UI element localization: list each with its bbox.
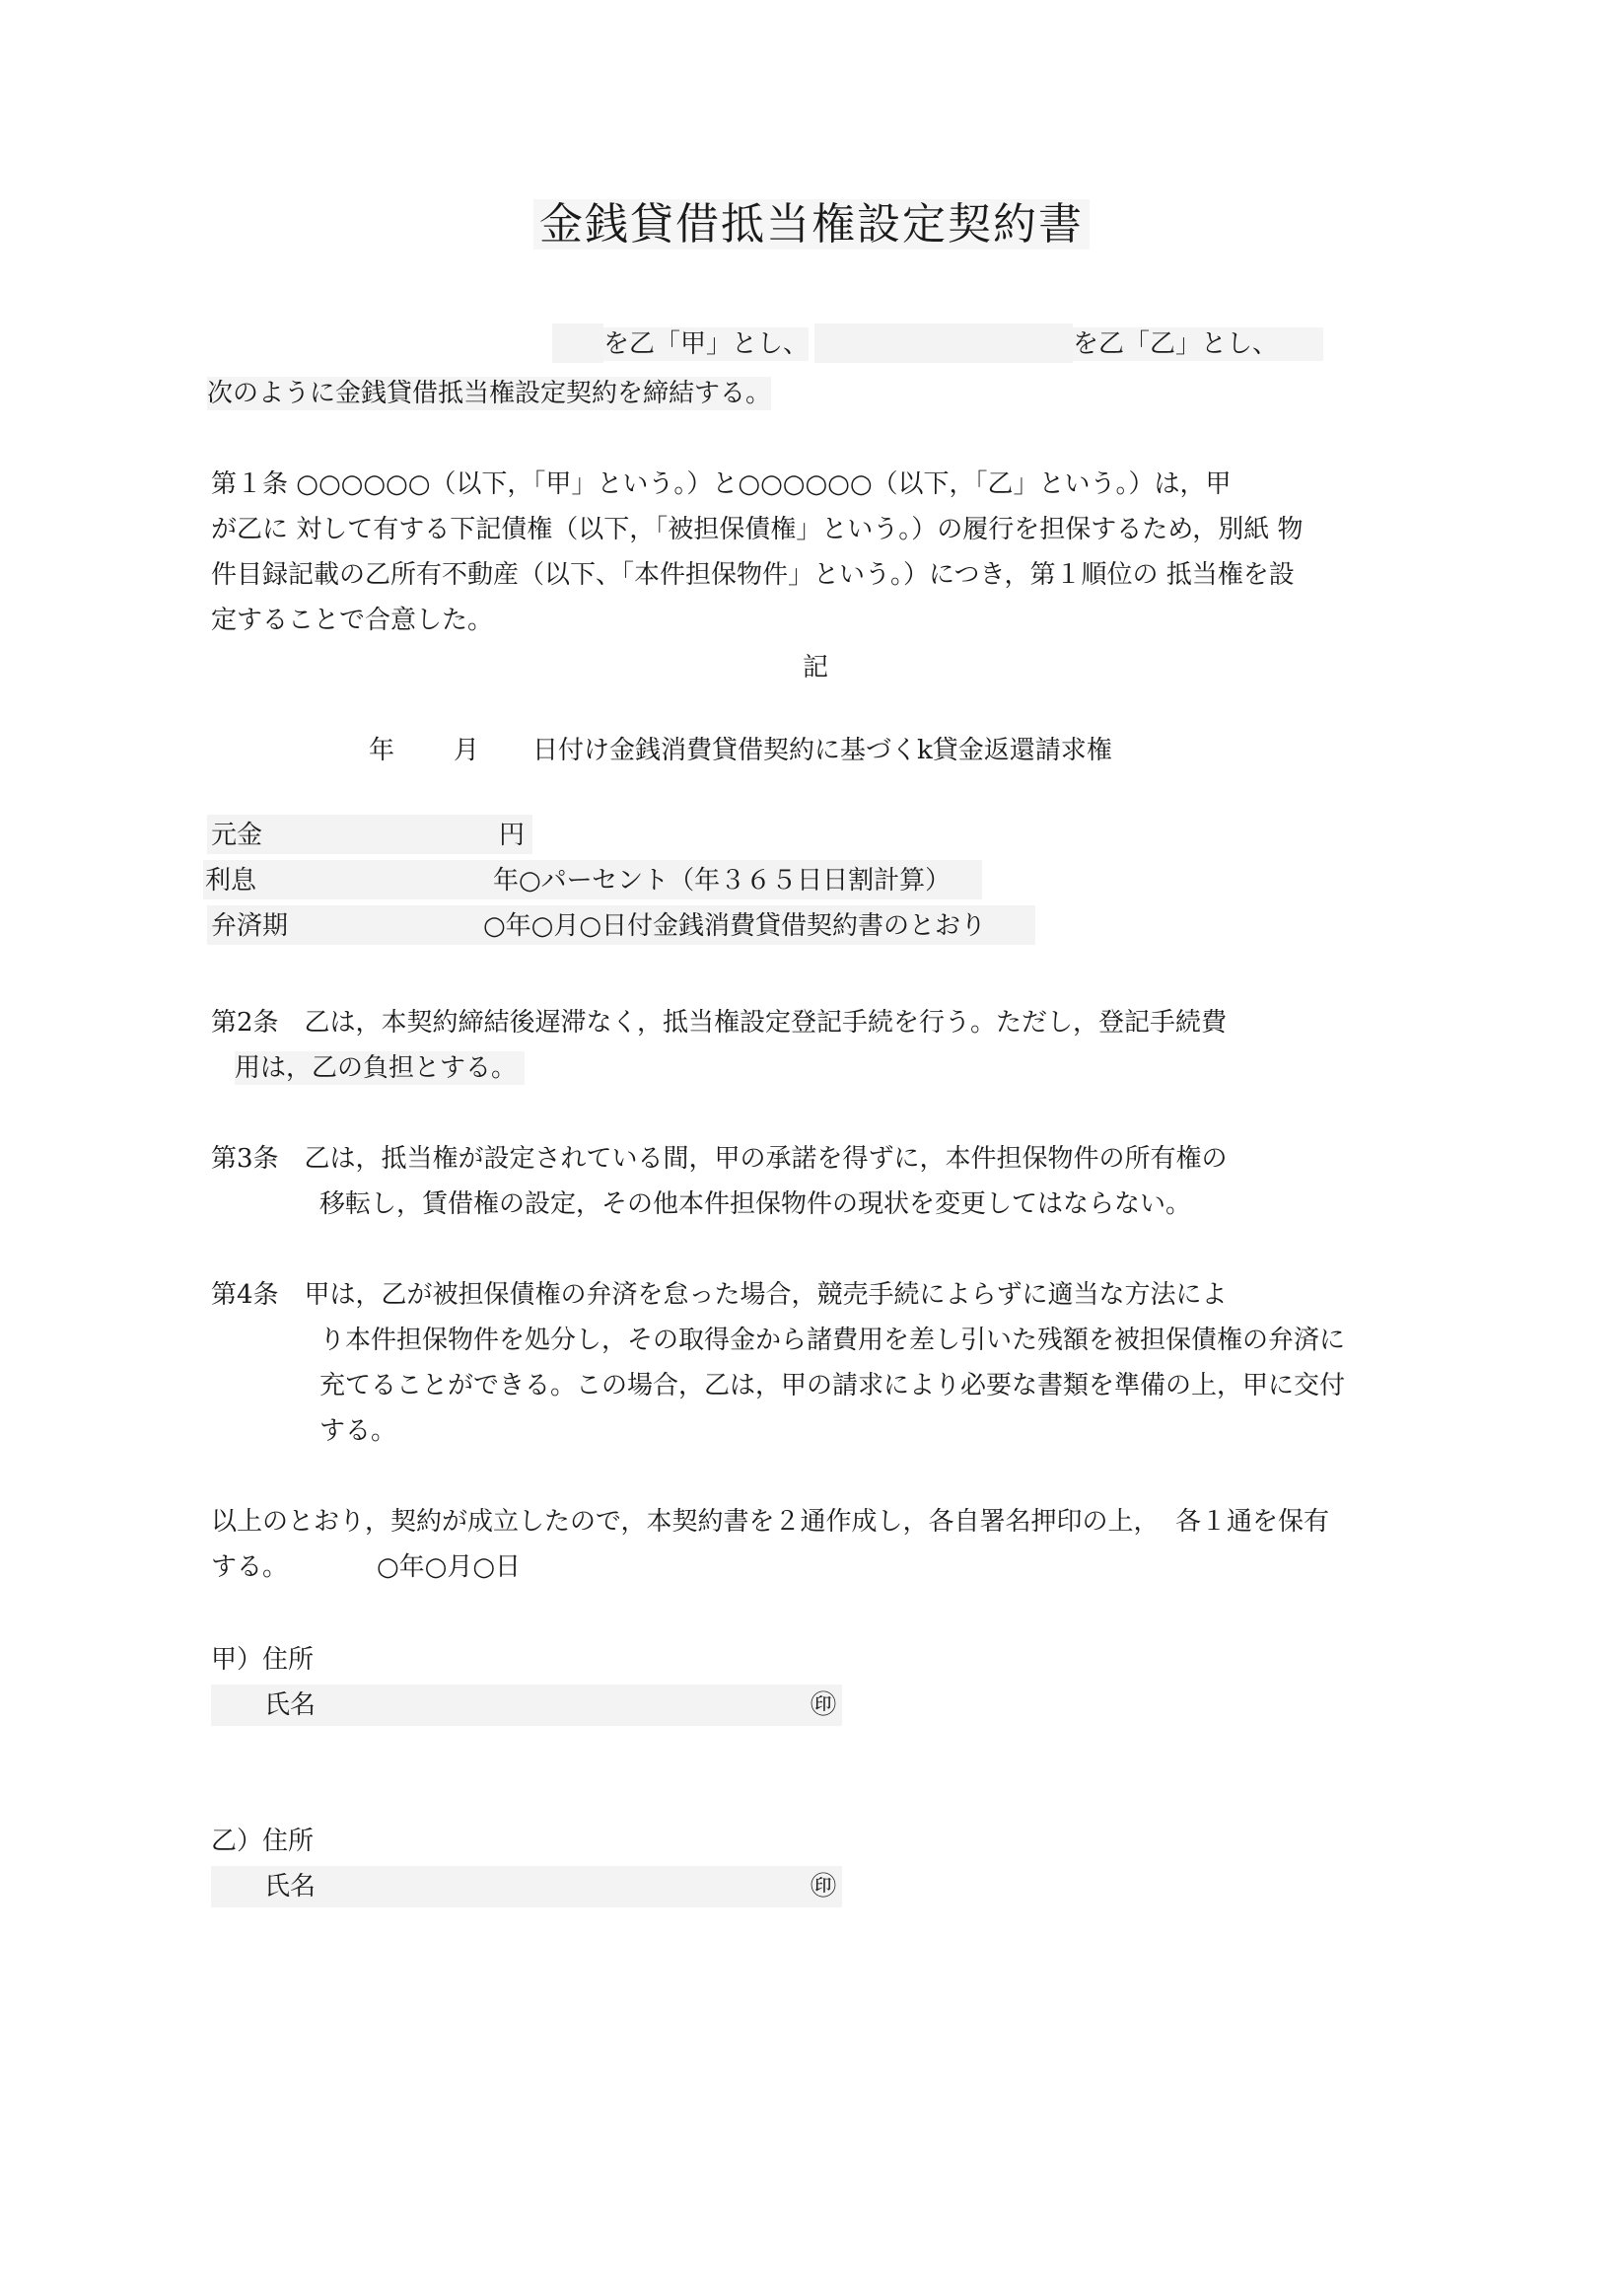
article-4-line-4: する。 bbox=[319, 1416, 397, 1446]
party-b-name-label: 氏名 bbox=[264, 1872, 317, 1901]
party-a-name-label: 氏名 bbox=[264, 1690, 317, 1720]
ki-heading: 記 bbox=[803, 653, 829, 682]
article-3-line-2: 移転し，賃借権の設定，その他本件担保物件の現状を変更してはならない。 bbox=[319, 1189, 1192, 1219]
interest-value: 年○パーセント（年３６５日日割計算） bbox=[493, 866, 952, 896]
principal-value: 円 bbox=[499, 821, 526, 850]
repay-label: 弁済期 bbox=[211, 911, 289, 941]
claim-text: 日付け金銭消費貸借契約に基づくk貸金返還請求権 bbox=[532, 736, 1112, 765]
party-b-seal: ㊞ bbox=[811, 1872, 837, 1901]
party-a-seal: ㊞ bbox=[811, 1690, 837, 1720]
closing-date: ○年○月○日 bbox=[377, 1552, 522, 1582]
article-2-line-2: 用は，乙の負担とする。 bbox=[235, 1051, 525, 1085]
party-a-name-blank bbox=[552, 323, 603, 363]
intro-party-b: を乙「乙」とし、 bbox=[1073, 327, 1323, 361]
intro-party-a: を乙「甲」とし、 bbox=[603, 329, 810, 359]
article-1-line-4: 定することで合意した。 bbox=[211, 606, 494, 635]
article-3-line-1: 第3条 乙は，抵当権が設定されている間，甲の承諾を得ずに，本件担保物件の所有権の bbox=[211, 1144, 1228, 1174]
intro-line-2: 次のように金銭貸借抵当権設定契約を締結する。 bbox=[207, 379, 772, 408]
claim-year: 年 bbox=[369, 736, 395, 765]
article-2-line-1: 第2条 乙は，本契約締結後遅滞なく，抵当権設定登記手続を行う。ただし，登記手続費 bbox=[211, 1008, 1228, 1038]
article-4-line-3: 充てることができる。この場合，乙は，甲の請求により必要な書類を準備の上，甲に交付 bbox=[319, 1371, 1346, 1400]
party-b-address-label: 乙）住所 bbox=[211, 1827, 315, 1856]
article-1-line-1: 第１条 ○○○○○○（以下，「甲」という。）と○○○○○○（以下，「乙」という。）は，甲 bbox=[211, 469, 1232, 499]
article-4-line-1: 第4条 甲は，乙が被担保債権の弁済を怠った場合，競売手続によらずに適当な方法によ bbox=[211, 1280, 1228, 1310]
repay-value: ○年○月○日付金銭消費貸借契約書のとおり bbox=[483, 911, 987, 941]
closing-line-2: する。 bbox=[211, 1552, 289, 1582]
claim-month: 月 bbox=[454, 736, 480, 765]
interest-label: 利息 bbox=[205, 866, 257, 896]
closing-line-1: 以上のとおり，契約が成立したので，本契約書を２通作成し，各自署名押印の上， 各１通を保有 bbox=[211, 1507, 1330, 1537]
article-4-line-2: り本件担保物件を処分し，その取得金から諸費用を差し引いた残額を被担保債権の弁済に bbox=[319, 1326, 1346, 1355]
document-title: 金銭貸借抵当権設定契約書 bbox=[0, 197, 1623, 252]
article-1-line-2: が乙に 対して有する下記債権（以下，「被担保債権」という。）の履行を担保するため，別紙 物 bbox=[211, 515, 1304, 544]
principal-label: 元金 bbox=[211, 821, 263, 850]
article-1-line-3: 件目録記載の乙所有不動産（以下、「本件担保物件」という。）につき，第１順位の 抵当権を設 bbox=[211, 560, 1295, 590]
party-b-name-blank bbox=[814, 323, 1073, 363]
party-a-address-label: 甲）住所 bbox=[211, 1645, 315, 1675]
